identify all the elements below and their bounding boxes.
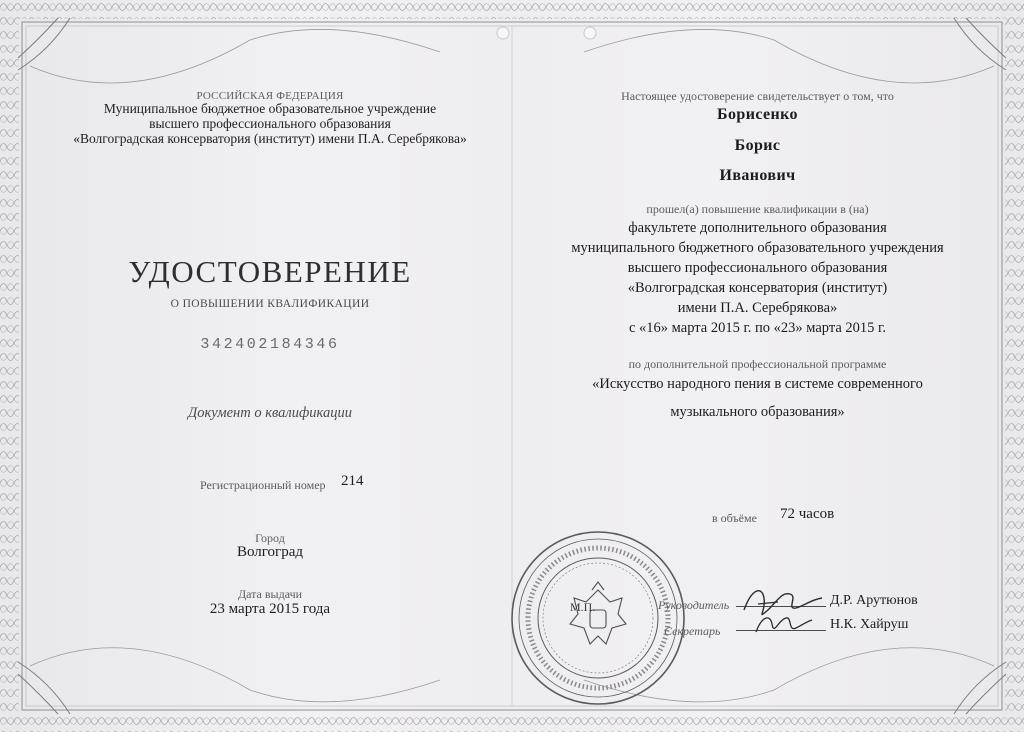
serial-number: 342402184346 xyxy=(200,336,340,353)
certificate-subtitle: О ПОВЫШЕНИИ КВАЛИФИКАЦИИ xyxy=(170,298,370,310)
org-line-5: имени П.А. Серебрякова» xyxy=(677,300,838,316)
program-label: по дополнительной профессиональной программе xyxy=(628,357,887,371)
volume-label: в объёме xyxy=(712,511,757,525)
training-period: с «16» марта 2015 г. по «23» марта 2015 г. xyxy=(629,320,886,336)
certificate-title: УДОСТОВЕРЕНИЕ xyxy=(128,254,412,289)
institution-line-3: «Волгоградская консерватория (институт) имени П.А. Серебрякова» xyxy=(73,131,467,146)
city-label: Город xyxy=(255,531,285,545)
secretary-label: Секретарь xyxy=(664,624,721,638)
secretary-name: Н.К. Хайруш xyxy=(830,617,909,632)
surname: Борисенко xyxy=(717,106,798,123)
city-value: Волгоград xyxy=(236,544,303,560)
institution-line-1: Муниципальное бюджетное образовательное учреждение xyxy=(103,101,437,116)
passed-training-label: прошел(а) повышение квалификации в (на) xyxy=(646,202,869,216)
first-name: Борис xyxy=(734,137,781,154)
issue-date-value: 23 марта 2015 года xyxy=(209,601,331,617)
org-line-3: высшего профессионального образования xyxy=(627,260,888,276)
org-line-2: муниципального бюджетного образовательного учреждения xyxy=(571,240,944,256)
registration-number: 214 xyxy=(341,473,364,489)
patronymic: Иванович xyxy=(719,167,796,184)
program-title-line-1: «Искусство народного пения в системе современного xyxy=(592,376,923,392)
issue-date-label: Дата выдачи xyxy=(237,587,303,601)
official-seal xyxy=(508,528,688,708)
head-label: Руководитель xyxy=(658,598,730,612)
head-name: Д.Р. Арутюнов xyxy=(830,593,918,608)
program-title-line-2: музыкального образования» xyxy=(670,404,845,420)
secretary-signature xyxy=(748,610,818,644)
intro-text: Настоящее удостоверение свидетельствует о том, что xyxy=(621,89,894,103)
org-line-4: «Волгоградская консерватория (институт) xyxy=(627,280,888,296)
registration-label: Регистрационный номер xyxy=(200,478,326,492)
institution-line-2: высшего профессионального образования xyxy=(149,116,391,131)
country-label: РОССИЙСКАЯ ФЕДЕРАЦИЯ xyxy=(196,90,344,102)
volume-value: 72 часов xyxy=(780,506,835,522)
org-line-1: факультете дополнительного образования xyxy=(628,220,887,236)
seal-place-mp: М.П. xyxy=(570,600,596,614)
document-type: Документ о квалификации xyxy=(188,405,352,421)
